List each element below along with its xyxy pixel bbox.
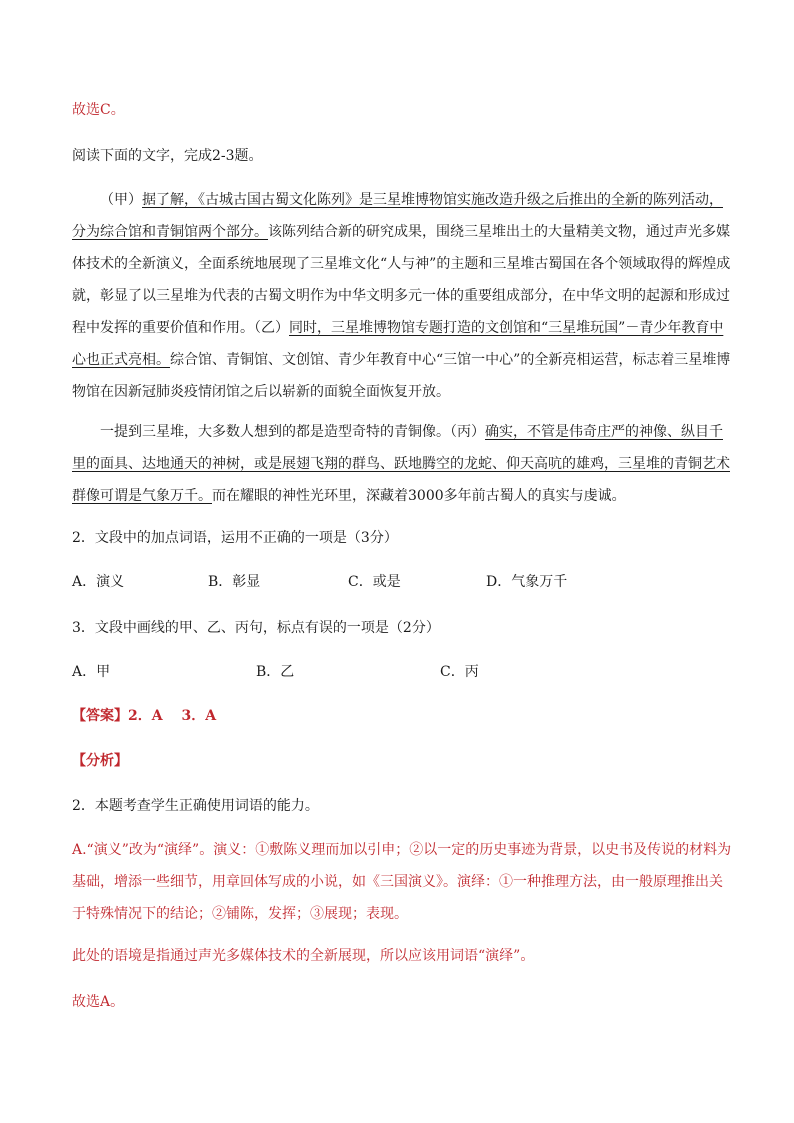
answer-label: 【答案】 — [72, 708, 128, 724]
question-3-stem: 3．文段中画线的甲、乙、丙句，标点有误的一项是（2分） — [72, 620, 440, 636]
q2-option-d: D．气象万千 — [486, 574, 568, 590]
underlined-sentence-jia-part2: 分为综合馆和青铜馆两个部分。 — [72, 224, 268, 240]
marker-bing: （丙） — [450, 424, 485, 440]
q3-option-a: A．甲 — [72, 664, 111, 680]
analysis-context: 此处的语境是指通过声光多媒体技术的全新展现，所以应该用词语“演绎”。 — [72, 948, 535, 964]
analysis-conclusion: 故选A。 — [72, 994, 125, 1010]
analysis-point: 2．本题考查学生正确使用词语的能力。 — [72, 798, 319, 814]
passage1-text-a: 该陈列结合新的研究成果，围绕三星堆出土的大量精美文物，通过声光多媒体技术的全新演义，全面系统地展现了三星堆文化“人与神”的主题和三星堆古蜀国在各个领域取得的辉煌成就，彰显了以三星堆为代表的古蜀文明作为中华文明多元一体的重要组成部分，在中华文明的起源和形成过程中发挥的重要价值和作用。 — [72, 224, 731, 336]
passage-paragraph-2 — [72, 416, 732, 512]
reading-intro: 阅读下面的文字，完成2-3题。 — [72, 148, 263, 164]
marker-yi: （乙） — [254, 320, 289, 336]
analysis-label: 【分析】 — [72, 753, 128, 769]
passage2-text-b: 而在耀眼的神性光环里，深藏着3000多年前古蜀人的真实与虔诚。 — [212, 488, 626, 504]
passage-paragraph-1 — [72, 184, 732, 408]
q2-option-a: A．演义 — [72, 574, 125, 590]
underlined-sentence-yi: 同时，三星堆博物馆专题打造的文创馆和“三星堆玩国”－青少年教育中心也正式亮相。 — [72, 320, 724, 368]
q3-option-c: C．丙 — [440, 664, 479, 680]
answer-line — [72, 706, 216, 726]
passage2-text-a: 一提到三星堆，大多数人想到的都是造型奇特的青铜像。 — [100, 424, 450, 440]
passage1-text-b: 综合馆、青铜馆、文创馆、青少年教育中心“三馆一中心”的全新亮相运营，标志着三星堆博物馆在因新冠肺炎疫情闭馆之后以崭新的面貌全面恢复开放。 — [72, 352, 731, 400]
question-2-stem: 2．文段中的加点词语，运用不正确的一项是（3分） — [72, 530, 398, 546]
underlined-sentence-bing: 确实，不管是伟奇庄严的神像、纵目千里的面具、达地通天的神树，或是展翅飞翔的群鸟、跃地腾空的龙蛇、仰天高吭的雄鸡，三星堆的青铜艺术群像可谓是气象万千。 — [72, 424, 730, 504]
answer-value: 2．A 3．A — [128, 708, 217, 724]
q2-option-c: C．或是 — [348, 574, 401, 590]
marker-jia: （甲） — [100, 192, 142, 208]
previous-conclusion: 故选C。 — [72, 102, 125, 118]
q2-option-b: B．彰显 — [208, 574, 261, 590]
underlined-sentence-jia-part1: 据了解，《古城古国古蜀文化陈列》是三星堆博物馆实施改造升级之后推出的全新的陈列活动， — [142, 192, 723, 208]
analysis-explanation: A.“演义”改为“演绎”。演义：①敷陈义理而加以引申；②以一定的历史事迹为背景，以史书及传说的材料为基础，增添一些细节，用章回体写成的小说，如《三国演义》。演绎：①一种推理方法，由一般原理推出关于特殊情况下的结论；②铺陈，发挥；③展现；表现。 — [72, 842, 732, 922]
q3-option-b: B．乙 — [256, 664, 295, 680]
